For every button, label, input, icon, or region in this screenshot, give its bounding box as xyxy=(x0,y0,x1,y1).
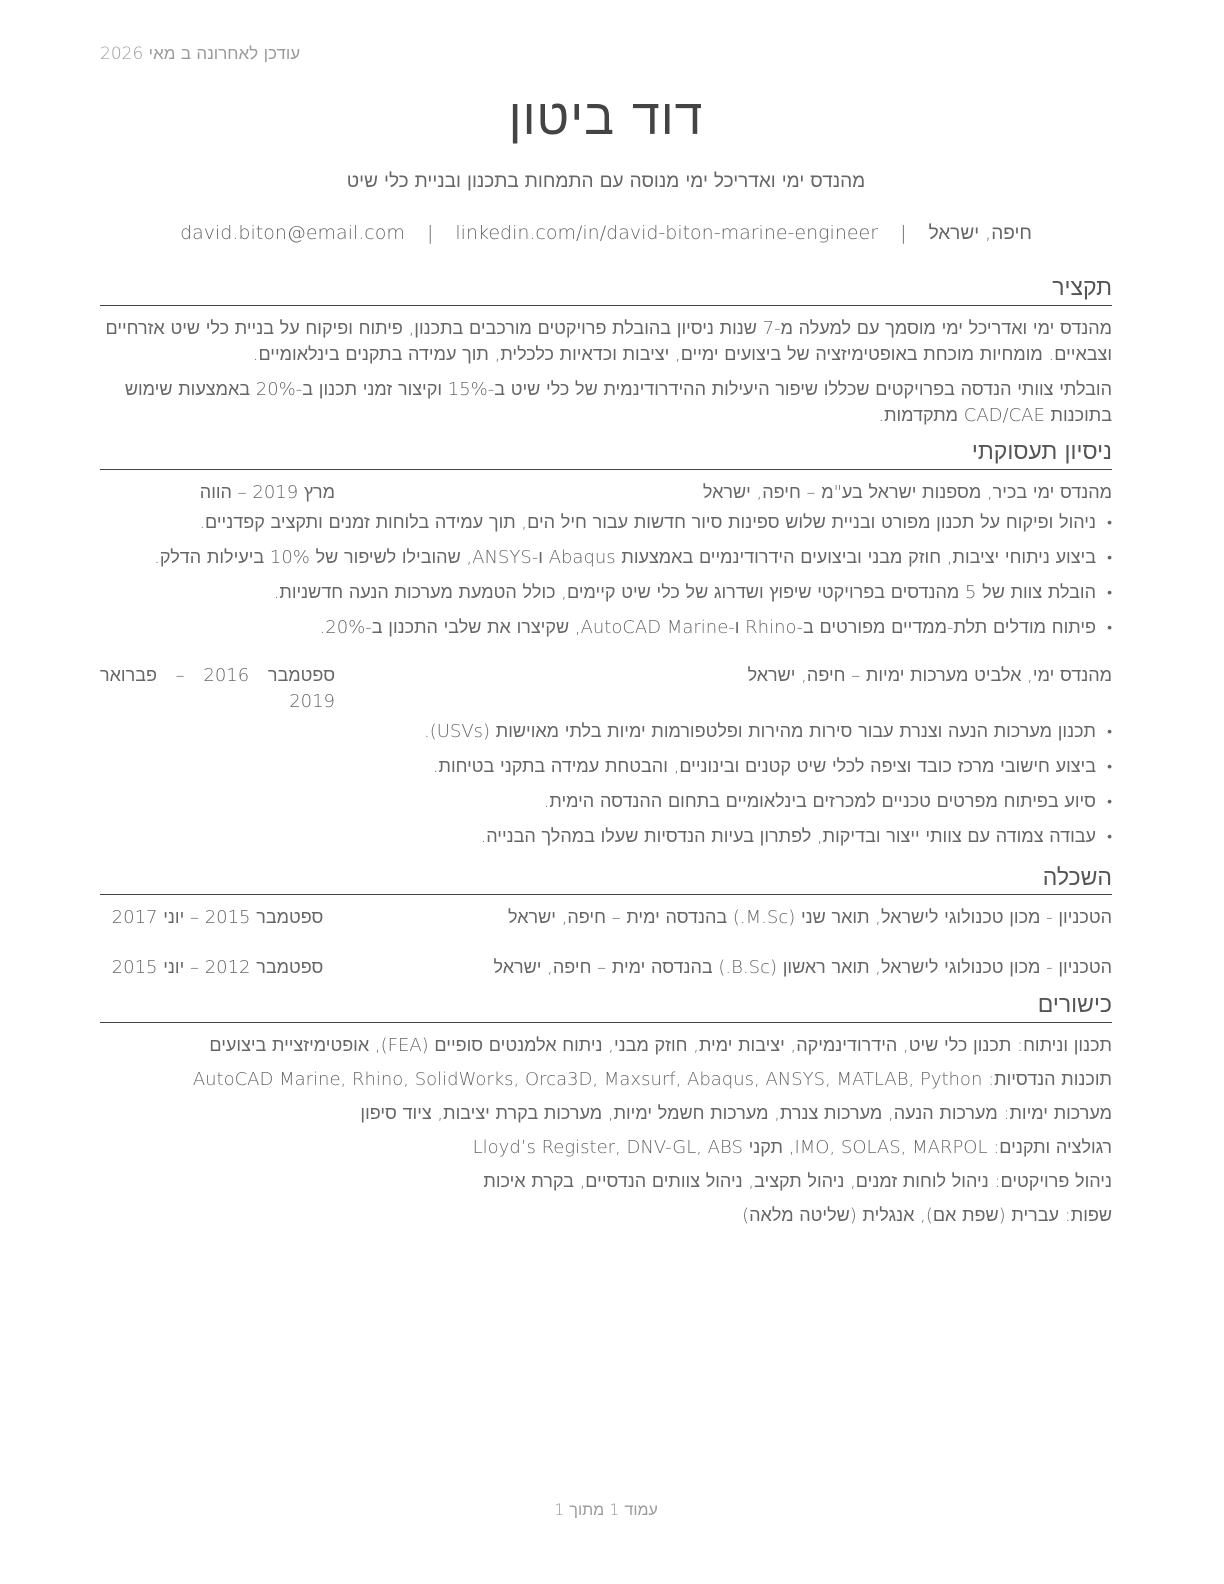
contact-separator: | xyxy=(900,222,907,244)
job-entry xyxy=(100,480,1112,641)
job-bullets xyxy=(100,719,1112,850)
summary-heading: תקציר xyxy=(100,274,1112,306)
education-degree: הטכניון - מכון טכנולוגי לישראל, תואר ראשון (B.Sc.) בהנדסה ימית – חיפה, ישראל xyxy=(493,957,1112,979)
job-bullets xyxy=(100,510,1112,641)
last-updated-note: עודכן לאחרונה ב מאי 2026 xyxy=(100,44,301,64)
skill-line: שפות: עברית (שפת אם), אנגלית (שליטה מלאה) xyxy=(742,1205,1112,1226)
job-bullet: • סיוע בפיתוח מפרטים טכניים למכרזים בינלאומיים בתחום ההנדסה הימית. xyxy=(100,789,1112,815)
skill-line: תוכנות הנדסיות: AutoCAD Marine, Rhino, SolidWorks, Orca3D, Maxsurf, Abaqus, ANSYS, MATLAB, Python xyxy=(192,1069,1112,1090)
job-dates: ספטמבר 2016 – פברואר 2019 xyxy=(100,664,335,712)
summary-paragraph: מהנדס ימי ואדריכל ימי מוסמך עם למעלה מ-7 שנות ניסיון בהובלת פרויקטים מורכבים בתכנון, פיתוח ופיקוח על בניית כלי שיט אזרחיים וצבאיים. מומחיות מוכחת באופטימיזציה של ביצועים ימיים, יציבות וכדאיות כלכלית, תוך עמידה בתקנים בינלאומיים. xyxy=(105,317,1112,365)
skill-line: מערכות ימיות: מערכות הנעה, מערכות צנרת, מערכות חשמל ימיות, מערכות בקרת יציבות, ציוד סיפון xyxy=(360,1103,1112,1124)
experience-section xyxy=(100,438,1112,850)
job-bullet: • פיתוח מודלים תלת-ממדיים מפורטים ב-Rhino ו-AutoCAD Marine, שקיצרו את שלבי התכנון ב-20%. xyxy=(100,615,1112,641)
education-dates: ספטמבר 2015 – יוני 2017 xyxy=(111,907,324,929)
job-header xyxy=(100,663,1112,715)
experience-heading: ניסיון תעסוקתי xyxy=(100,438,1112,470)
job-bullet: • ביצוע חישובי מרכז כובד וציפה לכלי שיט קטנים ובינוניים, והבטחת עמידה בתקני בטיחות. xyxy=(100,754,1112,780)
education-item xyxy=(100,905,1112,931)
education-section xyxy=(100,864,1112,982)
education-item xyxy=(100,955,1112,981)
skill-line: ניהול פרויקטים: ניהול לוחות זמנים, ניהול תקציב, ניהול צוותים הנדסיים, בקרת איכות xyxy=(483,1171,1112,1192)
resume-subtitle: מהנדס ימי ואדריכל ימי מנוסה עם התמחות בתכנון ובניית כלי שיט xyxy=(346,170,866,192)
job-bullet: • תכנון מערכות הנעה וצנרת עבור סירות מהירות ופלטפורמות ימיות בלתי מאוישות (USVs). xyxy=(100,719,1112,745)
skills-section xyxy=(100,991,1112,1229)
job-bullet: • עבודה צמודה עם צוותי ייצור ובדיקות, לפתרון בעיות הנדסיות שעלו במהלך הבנייה. xyxy=(100,824,1112,850)
education-degree: הטכניון - מכון טכנולוגי לישראל, תואר שני (M.Sc.) בהנדסה ימית – חיפה, ישראל xyxy=(508,907,1112,929)
job-bullet: • ביצוע ניתוחי יציבות, חוזק מבני וביצועים הידרודינמיים באמצעות Abaqus ו-ANSYS, שהובילו לשיפור של 10% ביעילות הדלק. xyxy=(100,545,1112,571)
contact-location: חיפה, ישראל xyxy=(928,222,1032,244)
contact-linkedin-link[interactable]: linkedin.com/in/david-biton-marine-engineer xyxy=(455,222,879,244)
resume-body xyxy=(100,274,1112,1237)
job-header xyxy=(100,480,1112,506)
contact-line xyxy=(0,222,1212,245)
job-role: מהנדס ימי, אלביט מערכות ימיות – חיפה, ישראל xyxy=(747,664,1112,686)
job-entry xyxy=(100,663,1112,850)
education-dates: ספטמבר 2012 – יוני 2015 xyxy=(111,957,324,979)
contact-separator: | xyxy=(426,222,434,244)
job-role: מהנדס ימי בכיר, מספנות ישראל בע"מ – חיפה, ישראל xyxy=(702,481,1112,503)
skill-line: רגולציה ותקנים: IMO, SOLAS, MARPOL, תקני Lloyd’s Register, DNV-GL, ABS xyxy=(472,1137,1112,1158)
job-dates: מרץ 2019 – הווה xyxy=(199,481,335,503)
contact-email-link[interactable]: david.biton@email.com xyxy=(180,222,405,244)
summary-section xyxy=(100,274,1112,429)
job-bullet: • הובלת צוות של 5 מהנדסים בפרויקטי שיפוץ ושדרוג של כלי שיט קיימים, כולל הטמעת מערכות הנעה חדשניות. xyxy=(100,580,1112,606)
education-heading: השכלה xyxy=(100,864,1112,896)
skill-line: תכנון וניתוח: תכנון כלי שיט, הידרודינמיקה, יציבות ימית, חוזק מבני, ניתוח אלמנטים סופיים (FEA), אופטימיזציית ביצועים xyxy=(209,1035,1112,1056)
page-number-footer: עמוד 1 מתוך 1 xyxy=(554,1500,658,1519)
summary-paragraph: הובלתי צוותי הנדסה בפרויקטים שכללו שיפור היעילות ההידרודינמית של כלי שיט ב-15% וקיצור זמני תכנון ב-20% באמצעות שימוש בתוכנות CAD/CAE מתקדמות. xyxy=(124,378,1112,426)
job-bullet: • ניהול ופיקוח על תכנון מפורט ובניית שלוש ספינות סיור חדשות עבור חיל הים, תוך עמידה בלוחות זמנים ותקציב קפדניים. xyxy=(100,510,1112,536)
resume-name: דוד ביטון xyxy=(508,88,704,146)
skills-heading: כישורים xyxy=(100,991,1112,1023)
